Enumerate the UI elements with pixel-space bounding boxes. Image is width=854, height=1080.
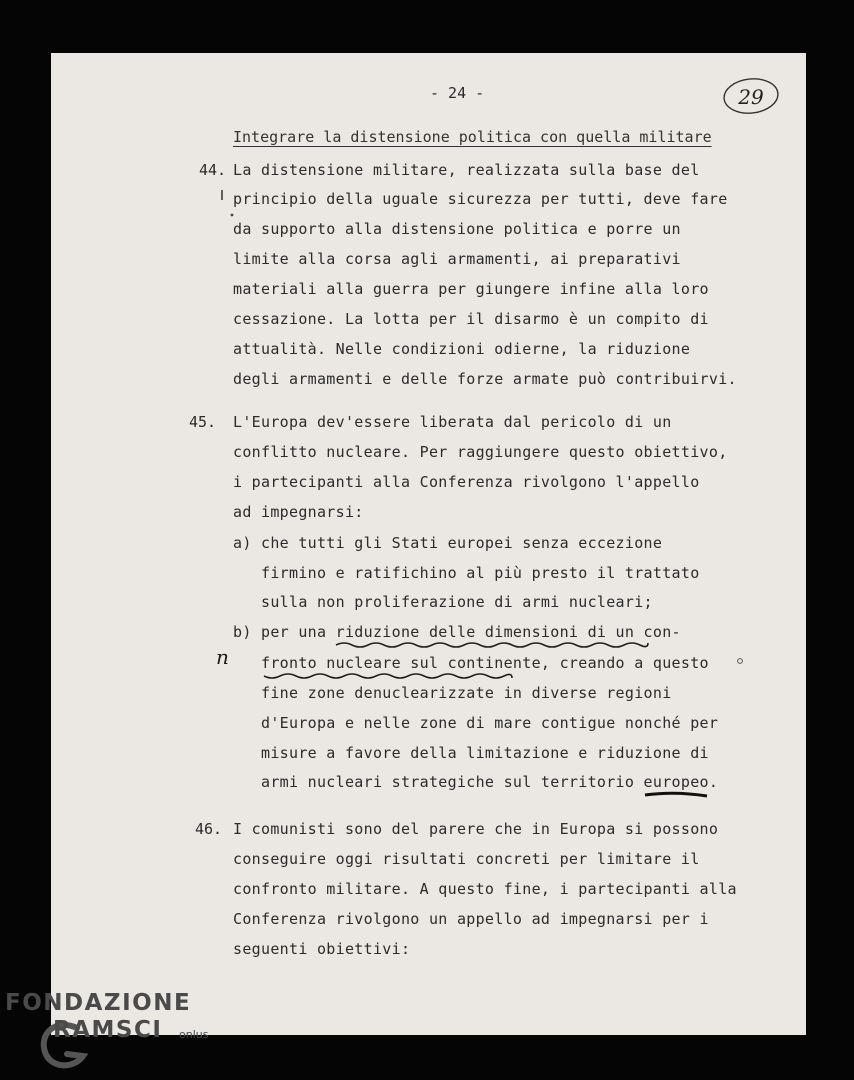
section-heading: Integrare la distensione politica con quella militare — [233, 128, 712, 146]
text-line: i partecipanti alla Conferenza rivolgono l'appello — [233, 473, 700, 491]
text-line: sulla non proliferazione di armi nucleari; — [233, 593, 653, 611]
text-line: L'Europa dev'essere liberata dal pericolo di un — [233, 413, 672, 431]
text-line: armi nucleari strategiche sul territorio europeo. — [233, 773, 719, 791]
text-line: d'Europa e nelle zone di mare contigue nonché per — [233, 714, 719, 732]
page-stamp-number: 29 — [738, 85, 764, 109]
text-line: limite alla corsa agli armamenti, ai preparativi — [233, 250, 681, 268]
list-item-a: a) che tutti gli Stati europei senza eccezione — [233, 534, 663, 552]
text-line: seguenti obiettivi: — [233, 940, 411, 958]
text-line: principio della uguale sicurezza per tutti, deve fare — [233, 190, 728, 208]
text-line: fine zone denuclearizzate in diverse regioni — [233, 684, 672, 702]
text-line: confronto militare. A questo fine, i partecipanti alla — [233, 880, 737, 898]
text-line: misure a favore della limitazione e riduzione di — [233, 744, 709, 762]
text-line: attualità. Nelle condizioni odierne, la riduzione — [233, 340, 691, 358]
page-number: - 24 - — [430, 84, 485, 102]
text-line: ad impegnarsi: — [233, 503, 364, 521]
text-line: da supporto alla distensione politica e porre un — [233, 220, 681, 238]
text-line: materiali alla guerra per giungere infine alla loro — [233, 280, 709, 298]
watermark-logo — [5, 990, 209, 1043]
text-line: Conferenza rivolgono un appello ad impegnarsi per i — [233, 910, 709, 928]
text-line: firmino e ratifichino al più presto il trattato — [233, 564, 700, 582]
text-line: degli armamenti e delle forze armate può contribuirvi. — [233, 370, 737, 388]
paragraph-number-46: 46. — [195, 820, 223, 838]
watermark-line2: RAMSCI — [53, 1017, 163, 1043]
text-line: I comunisti sono del parere che in Europa si possono — [233, 820, 719, 838]
handwritten-margin-note: n — [216, 645, 229, 669]
watermark-suffix: onlus — [179, 1028, 209, 1041]
paragraph-number-44: 44. — [199, 161, 227, 179]
text-line: cessazione. La lotta per il disarmo è un compito di — [233, 310, 709, 328]
watermark-line1: FONDAZIONE — [5, 990, 192, 1016]
handwritten-page-stamp — [722, 76, 780, 116]
text-line: La distensione militare, realizzata sulla base del — [233, 161, 700, 179]
paragraph-number-45: 45. — [189, 413, 217, 431]
text-line: conflitto nucleare. Per raggiungere questo obiettivo, — [233, 443, 728, 461]
list-item-b: b) per una riduzione delle dimensioni di un con- — [233, 623, 681, 641]
text-line: fronto nucleare sul continente, creando a questo — [233, 654, 709, 672]
text-line: conseguire oggi risultati concreti per limitare il — [233, 850, 700, 868]
